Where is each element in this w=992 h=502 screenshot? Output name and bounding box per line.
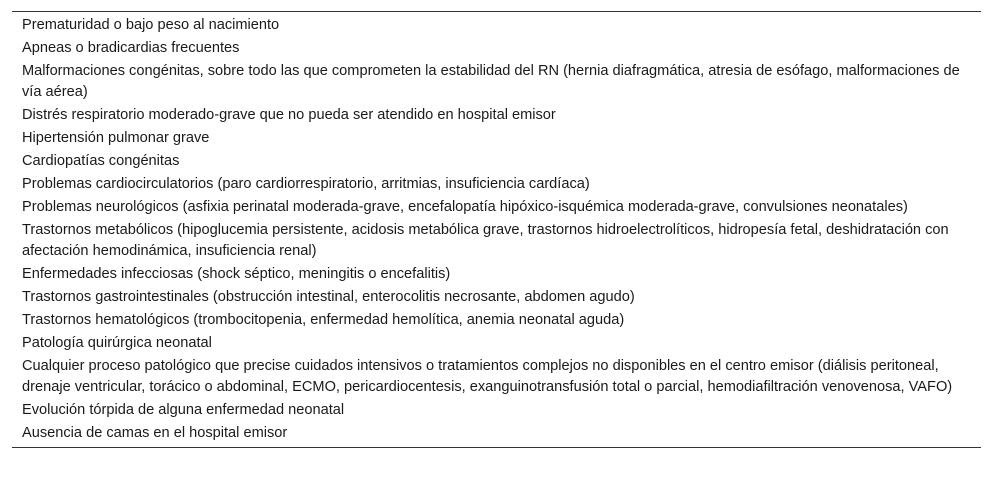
criteria-table — [12, 11, 981, 448]
table-row: Apneas o bradicardias frecuentes — [22, 40, 240, 56]
table-row: Trastornos hematológicos (trombocitopenia, enfermedad hemolítica, anemia neonatal aguda) — [22, 312, 625, 328]
table-row: Enfermedades infecciosas (shock séptico, meningitis o encefalitis) — [22, 266, 451, 282]
table-row: Cualquier proceso patológico que precise cuidados intensivos o tratamientos complejos no disponibles en el centro emisor (diálisis peritoneal, drenaje ventricular, torácico o abdominal, ECMO, pericardiocentesis, exanguinotransfusión total o parcial, hemodiafiltración venovenosa, VAFO) — [22, 358, 953, 395]
table-row: Problemas cardiocirculatorios (paro cardiorrespiratorio, arritmias, insuficiencia cardíaca) — [22, 176, 590, 192]
table-row: Ausencia de camas en el hospital emisor — [22, 425, 288, 441]
table-row: Prematuridad o bajo peso al nacimiento — [22, 17, 280, 33]
table-row: Malformaciones congénitas, sobre todo las que comprometen la estabilidad del RN (hernia diafragmática, atresia de esófago, malformaciones de vía aérea) — [22, 63, 960, 100]
table-row: Hipertensión pulmonar grave — [22, 130, 210, 146]
table-row: Patología quirúrgica neonatal — [22, 335, 212, 351]
table-row: Trastornos metabólicos (hipoglucemia persistente, acidosis metabólica grave, trastornos hidroelectrolíticos, hidropesía fetal, deshidratación con afectación hemodinámica, insuficiencia renal) — [22, 222, 949, 259]
table-row: Problemas neurológicos (asfixia perinatal moderada-grave, encefalopatía hipóxico-isquémica moderada-grave, convulsiones neonatales) — [22, 199, 908, 215]
table-row: Cardiopatías congénitas — [22, 153, 180, 169]
table-row: Trastornos gastrointestinales (obstrucción intestinal, enterocolitis necrosante, abdomen agudo) — [22, 289, 635, 305]
table-row: Distrés respiratorio moderado-grave que no pueda ser atendido en hospital emisor — [22, 107, 556, 123]
table-row: Evolución tórpida de alguna enfermedad neonatal — [22, 402, 345, 418]
